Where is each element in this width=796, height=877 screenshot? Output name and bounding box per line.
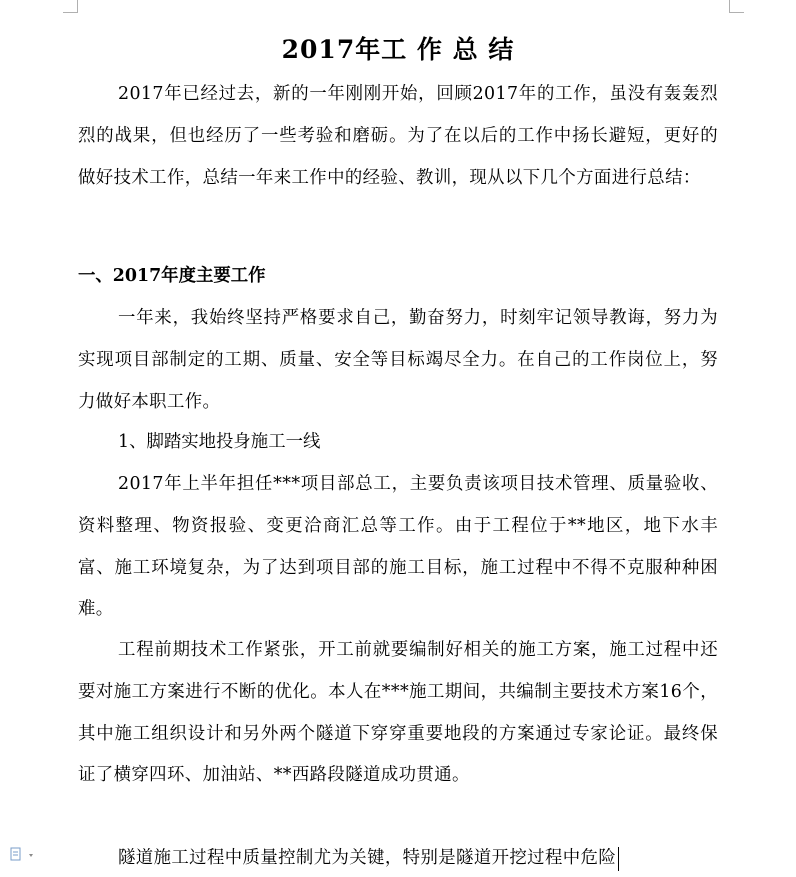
paragraph-early-stage: 工程前期技术工作紧张，开工前就要编制好相关的施工方案，施工过程中还要对施工方案进行不断的优化。本人在***施工期间，共编制主要技术方案16个，其中施工组织设计和另外两个隧道下穿穿重要地段的方案通过专家论证。最终保证了横穿四环、加油站、**西路段隧道成功贯通。 — [78, 640, 718, 786]
paragraph-first-half: 2017年上半年担任***项目部总工，主要负责该项目技术管理、质量验收、资料整理、物资报验、变更洽商汇总等工作。由于工程位于**地区，地下水丰富、施工环境复杂，为了达到项目部的施工目标，施工过程中不得不克服种种困难。 — [78, 474, 718, 620]
text-cursor — [618, 847, 619, 871]
document-title: 2017年工 作 总 结 — [281, 35, 515, 64]
paragraph-tunnel-text: 隧道施工过程中质量控制尤为关键，特别是隧道开挖过程中危险 — [118, 848, 617, 868]
page-corner-top-right — [729, 0, 744, 13]
section-heading-1: 一、2017年度主要工作 — [78, 266, 266, 286]
paragraph-tunnel[interactable] — [78, 838, 718, 877]
sub-heading-1: 1、脚踏实地投身施工一线 — [118, 432, 321, 452]
paragraph-section1-body: 一年来，我始终坚持严格要求自己，勤奋努力，时刻牢记领导教诲，努力为实现项目部制定的工期、质量、安全等目标竭尽全力。在自己的工作岗位上，努力做好本职工作。 — [78, 308, 718, 412]
paragraph-intro: 2017年已经过去，新的一年刚刚开始，回顾2017年的工作，虽没有轰轰烈烈的战果，但也经历了一些考验和磨砺。为了在以后的工作中扬长避短，更好的做好技术工作，总结一年来工作中的经验、教训，现从以下几个方面进行总结： — [78, 84, 718, 188]
paste-options-icon[interactable] — [8, 846, 38, 864]
page-corner-top-left — [63, 0, 78, 13]
